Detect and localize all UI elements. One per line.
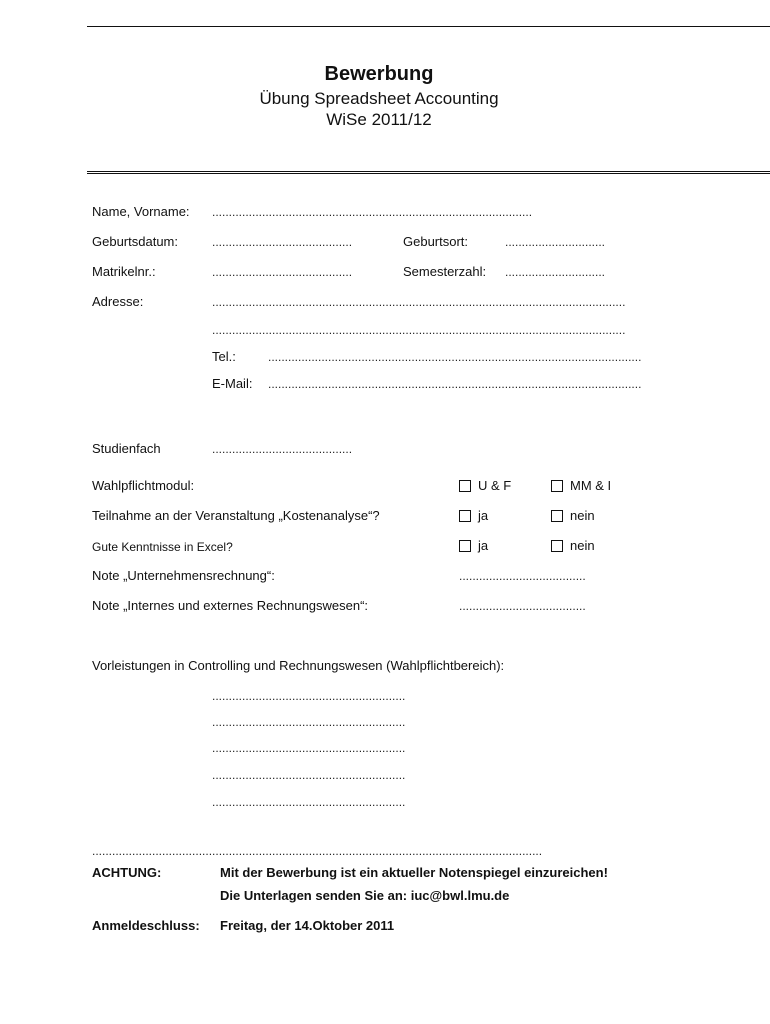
kosten-yes-checkbox[interactable]: [459, 510, 471, 522]
module-mmi-checkbox[interactable]: [551, 480, 563, 492]
birthplace-field[interactable]: ..............................: [505, 235, 606, 249]
birthdate-label: Geburtsdatum:: [92, 234, 178, 249]
page-title: Bewerbung: [324, 63, 434, 85]
birthdate-field[interactable]: ..........................................: [212, 235, 353, 249]
name-label: Name, Vorname:: [92, 204, 190, 219]
email-field[interactable]: ................................................................................................................: [268, 377, 642, 391]
address-field-line2[interactable]: ............................................................................................................................: [212, 323, 626, 337]
prior-work-line[interactable]: ..........................................................: [212, 715, 406, 729]
warning-label: ACHTUNG:: [92, 865, 162, 880]
page-semester: WiSe 2011/12: [326, 110, 432, 129]
deadline-label: Anmeldeschluss:: [92, 918, 200, 933]
page-subtitle: Übung Spreadsheet Accounting: [259, 89, 499, 108]
birthplace-label: Geburtsort:: [403, 234, 469, 249]
kosten-label: Teilnahme an der Veranstaltung „Kostenanalyse“?: [92, 508, 380, 523]
matrikel-field[interactable]: ..........................................: [212, 265, 353, 279]
tel-label: Tel.:: [212, 349, 236, 364]
matrikel-label: Matrikelnr.:: [92, 264, 156, 279]
header-rule: [87, 171, 770, 174]
prior-work-line[interactable]: ..........................................................: [212, 768, 406, 782]
email-label: E-Mail:: [212, 376, 253, 391]
module-label: Wahlpflichtmodul:: [92, 478, 195, 493]
note-rechnungswesen-field[interactable]: ......................................: [459, 599, 586, 613]
prior-work-label: Vorleistungen in Controlling und Rechnungswesen (Wahlpflichtbereich):: [92, 658, 505, 673]
warning-line1: Mit der Bewerbung ist ein aktueller Notenspiegel einzureichen!: [220, 865, 608, 880]
semester-count-label: Semesterzahl:: [403, 264, 487, 279]
prior-work-line[interactable]: ..........................................................: [212, 741, 406, 755]
subject-label: Studienfach: [92, 441, 161, 456]
semester-count-field[interactable]: ..............................: [505, 265, 606, 279]
module-uf-label: U & F: [478, 478, 512, 493]
module-mmi-label: MM & I: [570, 478, 612, 493]
kosten-no-checkbox[interactable]: [551, 510, 563, 522]
note-rechnungswesen-label: Note „Internes und externes Rechnungswesen“:: [92, 598, 369, 613]
prior-work-line[interactable]: ..........................................................: [212, 689, 406, 703]
tel-field[interactable]: ................................................................................................................: [268, 350, 642, 364]
excel-no-checkbox[interactable]: [551, 540, 563, 552]
address-field-line1[interactable]: ............................................................................................................................: [212, 295, 626, 309]
prior-work-line[interactable]: ..........................................................: [212, 795, 406, 809]
warning-line2: Die Unterlagen senden Sie an: iuc@bwl.lmu.de: [220, 888, 510, 903]
excel-no-label: nein: [570, 538, 595, 553]
subject-field[interactable]: ..........................................: [212, 442, 353, 456]
excel-label: Gute Kenntnisse in Excel?: [92, 540, 233, 554]
kosten-yes-label: ja: [478, 508, 489, 523]
address-label: Adresse:: [92, 294, 144, 309]
excel-yes-checkbox[interactable]: [459, 540, 471, 552]
excel-yes-label: ja: [478, 538, 489, 553]
name-field[interactable]: ................................................................................................: [212, 205, 533, 219]
footer-separator: .......................................................................................................................................: [92, 844, 543, 858]
kosten-no-label: nein: [570, 508, 595, 523]
note-unternehmensrechnung-field[interactable]: ......................................: [459, 569, 586, 583]
top-rule: [87, 26, 770, 27]
note-unternehmensrechnung-label: Note „Unternehmensrechnung“:: [92, 568, 275, 583]
module-uf-checkbox[interactable]: [459, 480, 471, 492]
deadline-value: Freitag, der 14.Oktober 2011: [220, 918, 395, 933]
